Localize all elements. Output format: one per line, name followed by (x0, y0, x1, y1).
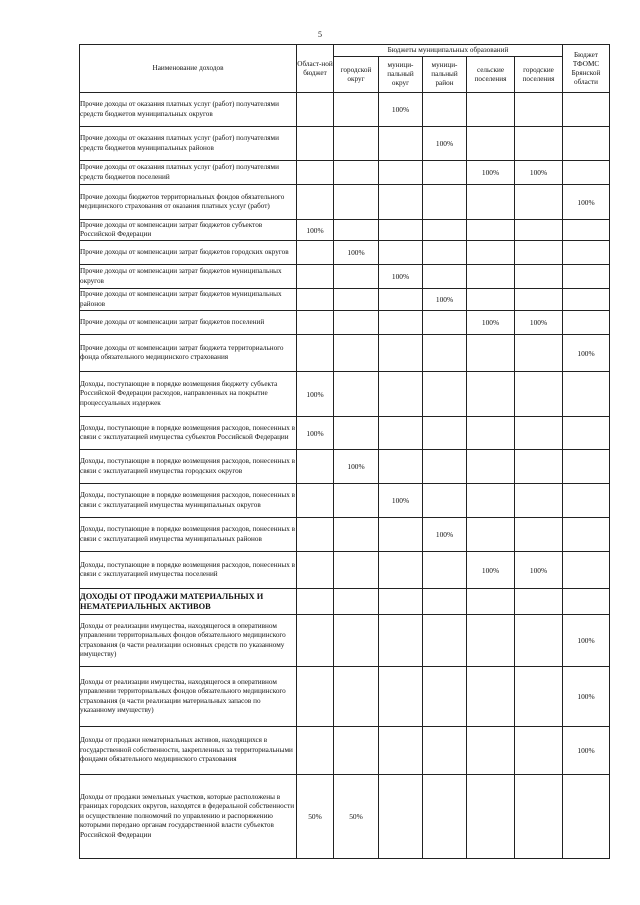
share-tfoms (563, 552, 610, 589)
share-regional (297, 450, 334, 484)
share-rural (467, 127, 515, 161)
share-city (334, 615, 379, 667)
revenue-name: Доходы, поступающие в порядке возмещения расходов, понесенных в связи с эксплуатацией имущества городских округов (80, 450, 297, 484)
share-mr (423, 727, 467, 775)
table-row (80, 372, 610, 417)
share-urban (515, 727, 563, 775)
share-rural (467, 417, 515, 450)
share-regional (297, 589, 334, 615)
share-mr (423, 372, 467, 417)
share-mo (379, 615, 423, 667)
share-mr (423, 311, 467, 335)
share-mr (423, 589, 467, 615)
share-urban (515, 775, 563, 859)
revenue-name: Доходы, поступающие в порядке возмещения расходов, понесенных в связи с эксплуатацией имущества субъектов Российской Федерации (80, 417, 297, 450)
revenue-name: Прочие доходы от компенсации затрат бюджетов муниципальных округов (80, 265, 297, 289)
share-mr: 100% (423, 127, 467, 161)
share-city (334, 311, 379, 335)
table-row (80, 311, 610, 335)
share-urban (515, 289, 563, 311)
revenue-name: Прочие доходы бюджетов территориальных фондов обязательного медицинского страхования от оказания платных услуг (работ) (80, 185, 297, 220)
share-mr (423, 667, 467, 727)
table-row (80, 667, 610, 727)
share-rural (467, 185, 515, 220)
share-mr (423, 552, 467, 589)
share-regional (297, 127, 334, 161)
table-row (80, 484, 610, 518)
revenue-name: Прочие доходы от компенсации затрат бюджетов городских округов (80, 241, 297, 265)
share-mo (379, 185, 423, 220)
table-row (80, 127, 610, 161)
share-tfoms: 100% (563, 615, 610, 667)
share-mr: 100% (423, 289, 467, 311)
share-rural (467, 265, 515, 289)
share-mo (379, 372, 423, 417)
table-row (80, 185, 610, 220)
share-urban (515, 417, 563, 450)
table-row (80, 161, 610, 185)
share-tfoms (563, 311, 610, 335)
share-tfoms (563, 220, 610, 241)
share-rural: 100% (467, 161, 515, 185)
share-city (334, 265, 379, 289)
share-tfoms: 100% (563, 667, 610, 727)
share-mo (379, 450, 423, 484)
share-urban (515, 220, 563, 241)
revenue-name: Доходы от реализации имущества, находящегося в оперативном управлении территориальных фондов обязательного медицинского страхования (в части реализации материальных запасов по указанному имуществу) (80, 667, 297, 727)
share-rural: 100% (467, 311, 515, 335)
share-rural (467, 589, 515, 615)
share-mr (423, 265, 467, 289)
header-urban: городские поселения (515, 57, 563, 93)
share-regional (297, 185, 334, 220)
share-mo: 100% (379, 265, 423, 289)
share-regional (297, 552, 334, 589)
share-regional (297, 335, 334, 372)
share-city (334, 289, 379, 311)
share-urban (515, 372, 563, 417)
share-urban (515, 265, 563, 289)
share-city (334, 552, 379, 589)
share-city (334, 417, 379, 450)
share-mr (423, 484, 467, 518)
share-regional: 100% (297, 372, 334, 417)
page-number: 5 (318, 30, 322, 39)
share-mr (423, 241, 467, 265)
share-urban (515, 484, 563, 518)
share-regional (297, 93, 334, 127)
share-mr (423, 335, 467, 372)
share-mo (379, 161, 423, 185)
share-mo: 100% (379, 93, 423, 127)
table-row (80, 335, 610, 372)
revenue-name: Доходы от продажи земельных участков, которые расположены в границах городских округов, находятся в федеральной собственности и осуществление полномочий по управлению и распоряжению которыми передано органам государственной власти субъектов Российской Федерации (80, 775, 297, 859)
table-row (80, 518, 610, 552)
share-city: 100% (334, 241, 379, 265)
revenue-name: Прочие доходы от оказания платных услуг (работ) получателями средств бюджетов муниципальных округов (80, 93, 297, 127)
share-city: 100% (334, 450, 379, 484)
share-regional (297, 667, 334, 727)
header-city-district: городской округ (334, 57, 379, 93)
share-mr: 100% (423, 518, 467, 552)
revenue-name: Доходы от реализации имущества, находящегося в оперативном управлении территориальных фондов обязательного медицинского страхования (в части реализации основных средств по указанному имуществу) (80, 615, 297, 667)
share-tfoms (563, 417, 610, 450)
share-rural (467, 518, 515, 552)
share-city (334, 589, 379, 615)
share-rural (467, 775, 515, 859)
table-row (80, 615, 610, 667)
header-rural: сельские поселения (467, 57, 515, 93)
header-name: Наименование доходов (80, 45, 297, 93)
share-urban (515, 667, 563, 727)
revenue-name: Прочие доходы от компенсации затрат бюджетов муниципальных районов (80, 289, 297, 311)
table-body (80, 93, 610, 859)
share-mo (379, 127, 423, 161)
share-mr (423, 220, 467, 241)
share-mr (423, 93, 467, 127)
share-tfoms: 100% (563, 185, 610, 220)
table-row (80, 289, 610, 311)
revenue-name: Прочие доходы от компенсации затрат бюджета территориального фонда обязательного медицинского страхования (80, 335, 297, 372)
share-rural (467, 220, 515, 241)
revenue-name: Доходы, поступающие в порядке возмещения расходов, понесенных в связи с эксплуатацией имущества муниципальных районов (80, 518, 297, 552)
share-regional (297, 241, 334, 265)
revenue-distribution-table (79, 44, 610, 859)
table-row (80, 727, 610, 775)
revenue-name: Прочие доходы от компенсации затрат бюджетов поселений (80, 311, 297, 335)
revenue-name: Прочие доходы от оказания платных услуг (работ) получателями средств бюджетов муниципальных районов (80, 127, 297, 161)
share-regional (297, 518, 334, 552)
share-rural: 100% (467, 552, 515, 589)
share-tfoms (563, 518, 610, 552)
share-mo (379, 289, 423, 311)
share-regional (297, 289, 334, 311)
share-city (334, 93, 379, 127)
share-urban (515, 450, 563, 484)
share-city (334, 518, 379, 552)
share-tfoms (563, 372, 610, 417)
revenue-name: Прочие доходы от компенсации затрат бюджетов субъектов Российской Федерации (80, 220, 297, 241)
share-mr (423, 450, 467, 484)
share-mo (379, 417, 423, 450)
share-mo (379, 589, 423, 615)
share-tfoms (563, 484, 610, 518)
share-mo (379, 311, 423, 335)
revenue-name: Доходы от продажи нематериальных активов, находящихся в государственной собственности, закрепленных за территориальными фондами обязательного медицинского страхования (80, 727, 297, 775)
share-tfoms (563, 127, 610, 161)
table-row (80, 241, 610, 265)
share-regional: 100% (297, 417, 334, 450)
share-tfoms (563, 241, 610, 265)
share-tfoms (563, 775, 610, 859)
share-regional (297, 615, 334, 667)
share-mr (423, 775, 467, 859)
table-row (80, 93, 610, 127)
share-rural (467, 93, 515, 127)
table-row (80, 417, 610, 450)
header-municipal-group: Бюджеты муниципальных образований (334, 45, 563, 57)
share-city (334, 372, 379, 417)
share-regional: 100% (297, 220, 334, 241)
share-city (334, 335, 379, 372)
header-municipal-okrug: муници-пальный округ (379, 57, 423, 93)
share-urban (515, 93, 563, 127)
share-urban: 100% (515, 161, 563, 185)
share-regional (297, 311, 334, 335)
table-row (80, 552, 610, 589)
share-mo (379, 518, 423, 552)
share-urban (515, 185, 563, 220)
share-mr (423, 185, 467, 220)
share-rural (467, 241, 515, 265)
share-tfoms: 100% (563, 727, 610, 775)
share-mo (379, 775, 423, 859)
share-tfoms (563, 450, 610, 484)
revenue-name: Доходы, поступающие в порядке возмещения расходов, понесенных в связи с эксплуатацией имущества поселений (80, 552, 297, 589)
share-tfoms (563, 161, 610, 185)
share-city (334, 667, 379, 727)
share-mr (423, 417, 467, 450)
revenue-name: Прочие доходы от оказания платных услуг (работ) получателями средств бюджетов поселений (80, 161, 297, 185)
share-urban (515, 241, 563, 265)
share-rural (467, 335, 515, 372)
share-rural (467, 289, 515, 311)
share-regional (297, 484, 334, 518)
share-rural (467, 667, 515, 727)
revenue-name: Доходы, поступающие в порядке возмещения расходов, понесенных в связи с эксплуатацией имущества муниципальных округов (80, 484, 297, 518)
share-city (334, 484, 379, 518)
share-city (334, 161, 379, 185)
share-city: 50% (334, 775, 379, 859)
share-regional (297, 265, 334, 289)
header-regional: Област-ной бюджет (297, 45, 334, 93)
share-city (334, 727, 379, 775)
share-urban (515, 589, 563, 615)
share-urban (515, 127, 563, 161)
share-mo (379, 335, 423, 372)
header-municipal-rayon: муници-пальный район (423, 57, 467, 93)
table-row (80, 589, 610, 615)
table-row (80, 450, 610, 484)
share-urban: 100% (515, 552, 563, 589)
share-tfoms (563, 93, 610, 127)
share-regional: 50% (297, 775, 334, 859)
section-heading: ДОХОДЫ ОТ ПРОДАЖИ МАТЕРИАЛЬНЫХ И НЕМАТЕРИАЛЬНЫХ АКТИВОВ (80, 589, 297, 615)
share-mo (379, 241, 423, 265)
revenue-name: Доходы, поступающие в порядке возмещения бюджету субъекта Российской Федерации расходов, направленных на покрытие процессуальных издержек (80, 372, 297, 417)
share-rural (467, 484, 515, 518)
share-mr (423, 161, 467, 185)
share-city (334, 127, 379, 161)
share-rural (467, 450, 515, 484)
share-city (334, 185, 379, 220)
share-tfoms (563, 289, 610, 311)
table-row (80, 220, 610, 241)
share-mo (379, 220, 423, 241)
share-mo (379, 727, 423, 775)
table-row (80, 775, 610, 859)
share-city (334, 220, 379, 241)
share-tfoms (563, 265, 610, 289)
share-urban (515, 615, 563, 667)
share-regional (297, 161, 334, 185)
share-urban: 100% (515, 311, 563, 335)
header-tfoms: Бюджет ТФОМС Брянской области (563, 45, 610, 93)
table-row (80, 265, 610, 289)
share-rural (467, 727, 515, 775)
share-urban (515, 518, 563, 552)
share-regional (297, 727, 334, 775)
share-tfoms: 100% (563, 335, 610, 372)
share-mo (379, 667, 423, 727)
share-rural (467, 372, 515, 417)
share-urban (515, 335, 563, 372)
share-mo (379, 552, 423, 589)
share-tfoms (563, 589, 610, 615)
share-mr (423, 615, 467, 667)
share-rural (467, 615, 515, 667)
share-mo: 100% (379, 484, 423, 518)
